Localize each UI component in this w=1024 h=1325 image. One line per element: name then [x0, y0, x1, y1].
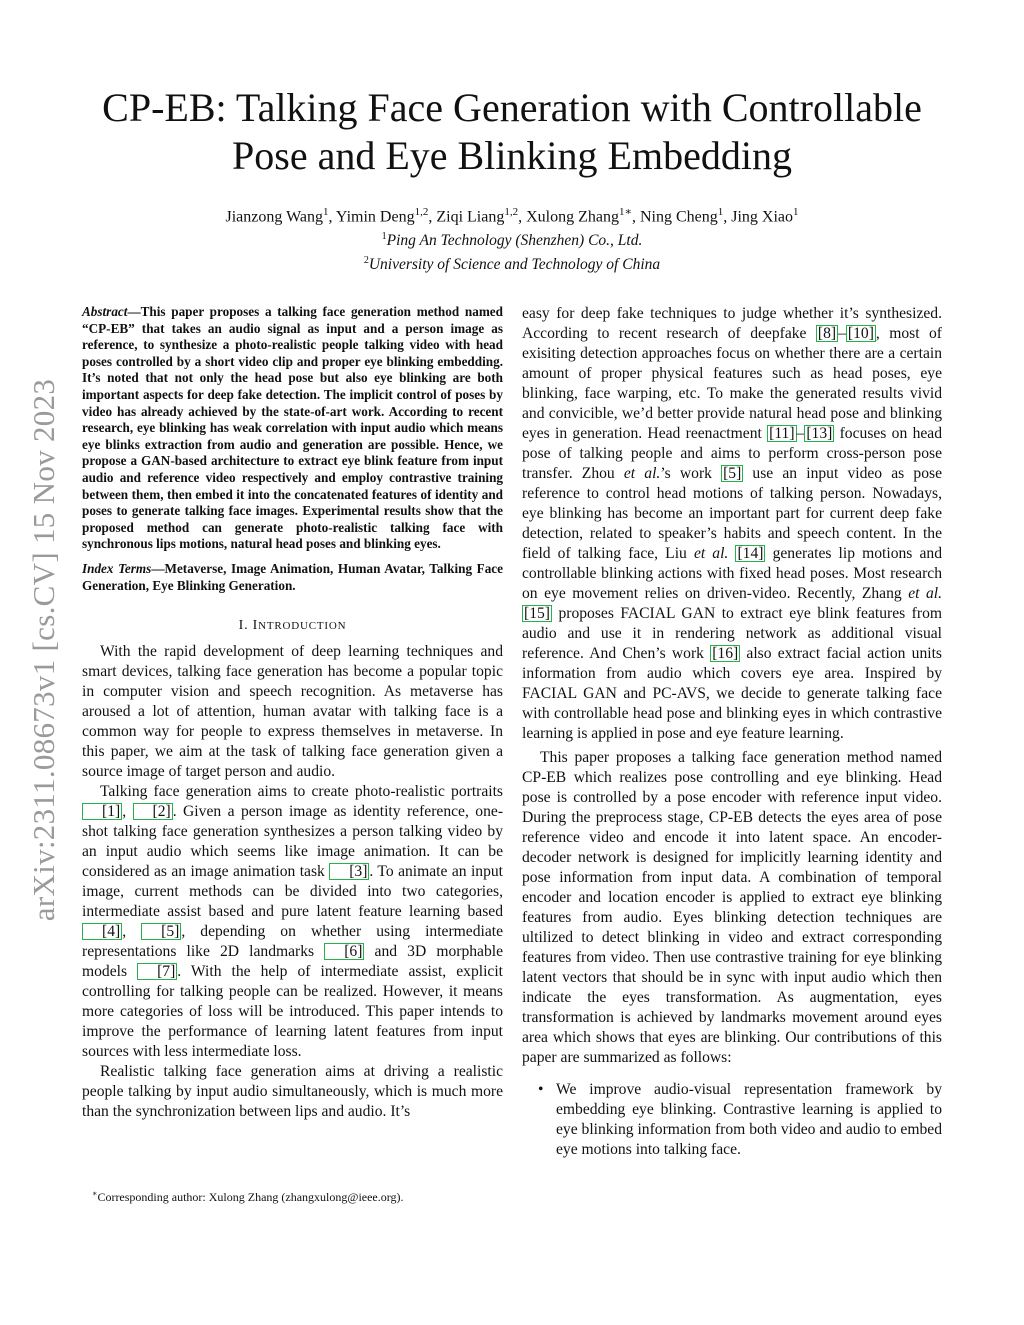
title-line-1: CP-EB: Talking Face Generation with Controllable: [102, 85, 922, 130]
text-run: . Given a person image as identity reference, one-shot talking face generation synthesizes a person talking video by an input audio which seems like image animation. It can be considered as an image animation task: [82, 803, 504, 881]
author-sup: 1,2: [414, 206, 429, 218]
left-column: [82, 304, 503, 1122]
author-name: Yimin Deng: [335, 208, 415, 226]
author-sup: 1: [717, 206, 724, 218]
index-terms: [82, 561, 503, 594]
section-heading-introduction: [82, 618, 503, 634]
title-line-2: Pose and Eye Blinking Embedding: [232, 133, 792, 178]
arxiv-id: arXiv:2311.08673v1 [cs.CV] 15 Nov 2023: [26, 378, 61, 922]
citation-link[interactable]: [6]: [324, 943, 364, 960]
affiliation-2: [60, 251, 964, 275]
abstract-label: Abstract: [82, 304, 128, 319]
footnote-text: Corresponding author: Xulong Zhang (zhangxulong@ieee.org).: [97, 1190, 404, 1204]
italic-run: et al.: [908, 585, 942, 602]
citation-link[interactable]: [16]: [712, 645, 739, 662]
author-sup: 1: [793, 206, 799, 218]
right-paragraph-2: This paper proposes a talking face generation method named CP-EB which realizes pose controlling and eye blinking. Head pose is controlled by a pose encoder with reference input video. During the preprocess stage, CP-EB detects the eyes area of pose reference video and encode it into latent space. An encoder-decoder network is designed for implicitly learning identity and pose information from input data. A combination of temporal encoder and location encoder is applied to extract eye blinking features from audio. Eyes blinking detection techniques are ultilized to detect blinking in video and extract corresponding features from video. Then use contrastive training for eye blinking latent vectors that should be in sync with input audio which then indicate the eyes transformation. As augmentation, eyes transformation is achieved by landmarks movement around eyes area which shows that eyes are blinking. Our contributions of this paper are summarized as follows:: [522, 749, 942, 1066]
index-terms-label: Index Terms: [82, 560, 152, 576]
abstract: [82, 304, 503, 553]
italic-run: et al.: [693, 545, 729, 562]
text-run: –: [796, 425, 805, 442]
author-list: Jianzong Wang$^1$, Yimin Deng$^{1,2}$, Ziqi Liang$^{1,2}$, Xulong Zhang$^{1∗}$, Ning Cheng$^1$, Jing Xiao$^1$: [225, 206, 799, 226]
text-run: ,: [122, 803, 133, 821]
citation-link[interactable]: [3]: [329, 863, 369, 880]
citation-link[interactable]: [10]: [847, 325, 874, 342]
text-run: , most of exisiting detection approaches focus on whether there are a certain amount of proper physical features such as head poses, eye blinking, face warping, etc. To make the generated results vivid and convicible, we’d better provide natural head pose and blinking eyes in generation. Head reenactment: [522, 325, 943, 442]
abstract-text: —This paper proposes a talking face generation method named “CP-EB” that takes an audio signal as input and a person image as reference, to synthesize a photo-realistic people talking video with head poses controlled by a short video clip and proper eye blinking embedding. It’s noted that not only the head pose but also eye blinking are both important aspects for deep fake detection. The implicit control of poses by video has already achieved by the state-of-art work. According to recent research, eye blinking has weak correlation with input audio which means eye blinks extraction from audio and generation are possible. Hence, we propose a GAN-based architecture to extract eye blink feature from input audio and reference video respectively and employ contrastive training between them, then embed it into the concatenated features of identity and poses to generate talking face images. Experimental results show that the proposed method can generate photo-realistic talking face with synchronous lips motions, natural head poses and blinking eyes.: [82, 304, 503, 552]
text-run: ’s work: [660, 465, 722, 482]
citation-link[interactable]: [15]: [524, 605, 550, 622]
text-run: easy for deep fake techniques to judge whether it’s synthesized. According to recent research of deepfake: [522, 305, 942, 342]
affiliation-text: University of Science and Technology of China: [368, 256, 661, 274]
bullet-icon: •: [538, 1081, 544, 1098]
text-run: also extract facial action units information from audio which covers eye area. Inspired by FACIAL GAN and PC-AVS, we decide to generate talking face with controllable head pose and blinking eyes in which contrastive learning is applied in pose and eye feature learning.: [522, 645, 942, 742]
author-name: Xulong Zhang: [526, 208, 619, 226]
right-paragraph-1: [522, 304, 942, 744]
citation-link[interactable]: [4]: [82, 923, 122, 940]
footnote-mark: ∗: [92, 1189, 98, 1198]
footnote: [92, 1187, 404, 1204]
author-name: Jing Xiao: [731, 208, 793, 226]
author-sup: 1∗: [618, 206, 632, 218]
citation-link[interactable]: [11]: [769, 425, 795, 442]
intro-paragraph-1: With the rapid development of deep learning techniques and smart devices, talking face generation has become a popular topic in computer vision and speech recognition. As metaverse has aroused a lot of attention, human avatar with talking face is a common way for people to express themselves in metaverse. In this paper, we aim at the task of talking face generation given a source image of target person and audio.: [82, 643, 503, 781]
section-title: NTRODUCTION: [258, 620, 347, 633]
intro-paragraph-3: Realistic talking face generation aims at driving a realistic people talking by input audio simultaneously, which is much more than the synchronization between lips and audio. It’s: [82, 1063, 503, 1121]
text-run: proposes FACIAL GAN to extract eye blink features from audio and use it in rendering network as additional visual reference. And Chen’s work: [522, 605, 942, 662]
affiliation-sup: 1: [381, 231, 387, 243]
author-sup: 1,2: [504, 206, 519, 218]
affiliation-text: Ping An Technology (Shenzhen) Co., Ltd.: [386, 232, 643, 250]
text-run: . With the help of intermediate assist, explicit controlling for talking people can be realized. However, it means more categories of loss will be introduced. This paper intends to improve the performance of learning latent features from input sources with less intermediate loss.: [82, 963, 503, 1061]
italic-run: et al.: [623, 465, 661, 482]
author-name: Ziqi Liang: [436, 208, 505, 226]
citation-link[interactable]: [13]: [806, 425, 833, 442]
contribution-list: [522, 1080, 942, 1160]
right-column: [522, 304, 942, 1160]
list-item: [522, 1080, 942, 1160]
text-run: Talking face generation aims to create photo-realistic portraits: [100, 783, 503, 801]
text-run: [728, 545, 735, 562]
list-item-text: We improve audio-visual representation framework by embedding eye blinking. Contrastive learning is applied to eye blinking information from both video and audio to embed eye motions into talking face.: [556, 1081, 942, 1158]
arxiv-stamp: [14, 350, 74, 950]
affiliation-1: [60, 227, 964, 251]
text-run: ,: [122, 923, 142, 941]
paper-title: [60, 84, 964, 180]
citation-link[interactable]: [5]: [141, 923, 181, 940]
text-run: generates lip motions and controllable blinking actions with fixed head poses. Most research on eye movement relies on driven-video. Recently, Zhang: [522, 545, 942, 602]
author-name: Ning Cheng: [639, 208, 718, 226]
author-sup: 1: [323, 206, 329, 218]
section-number: I. I: [238, 618, 259, 634]
text-run: . To animate an input image, current methods can be divided into two categories, intermediate assist based and pure latent feature learning based: [82, 863, 503, 921]
author-block: [60, 202, 964, 276]
intro-paragraph-2: [82, 782, 503, 1062]
citation-link[interactable]: [5]: [723, 465, 742, 482]
citation-link[interactable]: [2]: [133, 803, 173, 820]
text-run: focuses on head pose of talking people and aims to perform cross-person pose transfer. Zhou: [522, 425, 942, 482]
author-name: Jianzong Wang: [225, 208, 324, 226]
citation-link[interactable]: [14]: [737, 545, 764, 562]
affiliation-sup: 2: [363, 255, 369, 267]
text-run: use an input video as pose reference to control head motions of talking person. Nowadays, eye blinking has become an important part for current deep fake detection, related to speaker’s habits and speech content. In the field of talking face, Liu: [522, 465, 942, 562]
citation-link[interactable]: [1]: [82, 803, 122, 820]
text-run: and 3D morphable models: [82, 943, 504, 981]
citation-link[interactable]: [7]: [137, 963, 177, 980]
text-run: , depending on whether using intermediate representations like 2D landmarks: [82, 923, 503, 961]
index-terms-text: —Metaverse, Image Animation, Human Avatar, Talking Face Generation, Eye Blinking Generation.: [82, 560, 503, 593]
text-run: –: [838, 325, 846, 342]
citation-link[interactable]: [8]: [817, 325, 837, 342]
